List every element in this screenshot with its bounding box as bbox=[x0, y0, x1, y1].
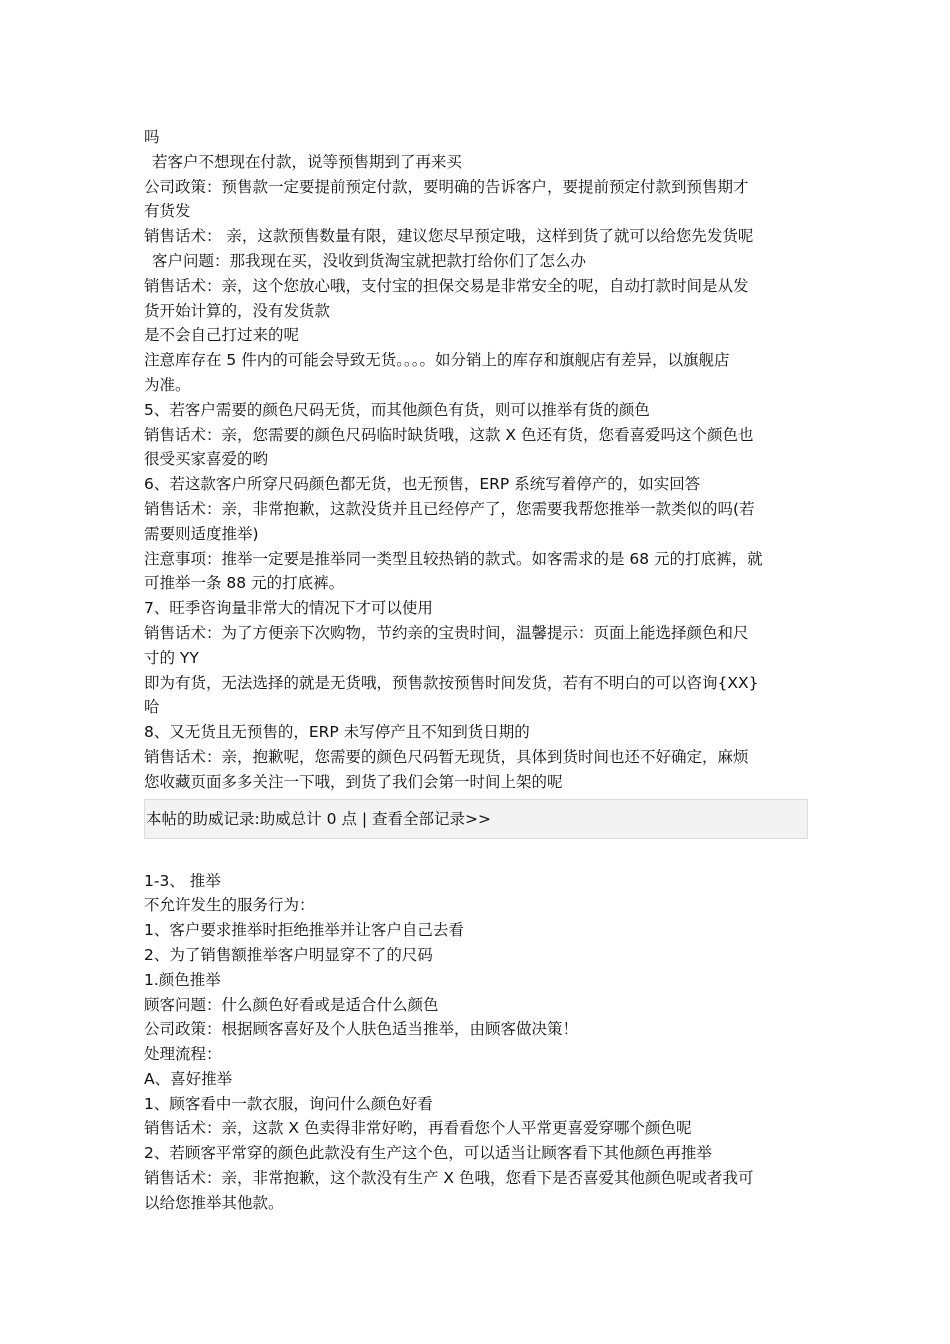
text-line: 2、为了销售额推举客户明显穿不了的尺码 bbox=[144, 945, 433, 964]
text-line: 货开始计算的，没有发货款 bbox=[144, 301, 331, 320]
text-line: 销售话术：亲，非常抱歉，这款没货并且已经停产了，您需要我帮您推举一款类似的吗(若 bbox=[144, 499, 755, 518]
text-line: 吗 bbox=[144, 128, 160, 146]
text-line: 不允许发生的服务行为： bbox=[144, 896, 315, 915]
text-line: 销售话术：为了方便亲下次购物，节约亲的宝贵时间，温馨提示：页面上能选择颜色和尺 bbox=[144, 623, 749, 642]
text-line: 1.颜色推举 bbox=[144, 970, 221, 989]
section-heading: 1-3、 推举 bbox=[144, 871, 221, 890]
text-line: 注意事项：推举一定要是推举同一类型且较热销的款式。如客需求的是 68 元的打底裤，就 bbox=[144, 549, 763, 568]
section-presale bbox=[144, 125, 808, 795]
text-line: 注意库存在 5 件内的可能会导致无货。。。。如分销上的库存和旗舰店有差异，以旗舰店 bbox=[144, 351, 730, 370]
text-line: 您收藏页面多多关注一下哦，到货了我们会第一时间上架的呢 bbox=[144, 772, 563, 791]
text-line: 若客户不想现在付款，说等预售期到了再来买 bbox=[152, 152, 463, 171]
view-all-records-link[interactable]: 查看全部记录>> bbox=[372, 809, 491, 828]
text-line: 5、若客户需要的颜色尺码无货，而其他颜色有货，则可以推举有货的颜色 bbox=[144, 400, 650, 419]
text-line: 哈 bbox=[144, 698, 160, 717]
text-line: 公司政策：预售款一定要提前预定付款，要明确的告诉客户，要提前预定付款到预售期才 bbox=[144, 177, 749, 196]
text-line: 1、客户要求推举时拒绝推举并让客户自己去看 bbox=[144, 921, 464, 940]
text-line: 1、顾客看中一款衣服，询问什么颜色好看 bbox=[144, 1094, 433, 1113]
text-line: 销售话术：亲，抱歉呢，您需要的颜色尺码暂无现货，具体到货时间也还不好确定，麻烦 bbox=[144, 747, 749, 766]
text-line: 需要则适度推举) bbox=[144, 524, 259, 543]
text-line: 客户问题：那我现在买，没收到货淘宝就把款打给你们了怎么办 bbox=[152, 251, 587, 270]
text-line: 销售话术：亲，这款 X 色卖得非常好哟，再看看您个人平常更喜爱穿哪个颜色呢 bbox=[144, 1119, 692, 1138]
document-page bbox=[144, 125, 808, 1216]
text-line: 公司政策：根据顾客喜好及个人肤色适当推举，由顾客做决策！ bbox=[144, 1020, 579, 1039]
text-line: 即为有货，无法选择的就是无货哦，预售款按预售时间发货，若有不明白的可以咨询{XX} bbox=[144, 673, 759, 692]
text-line: 可推举一条 88 元的打底裤。 bbox=[144, 574, 345, 593]
text-line: 销售话术：亲，非常抱歉，这个款没有生产 X 色哦，您看下是否喜爱其他颜色呢或者我可 bbox=[144, 1169, 754, 1188]
text-line: 2、若顾客平常穿的颜色此款没有生产这个色，可以适当让顾客看下其他颜色再推举 bbox=[144, 1144, 712, 1163]
text-line: A、喜好推举 bbox=[144, 1069, 233, 1088]
support-record-bar bbox=[144, 799, 808, 839]
text-line: 6、若这款客户所穿尺码颜色都无货，也无预售，ERP 系统写着停产的，如实回答 bbox=[144, 475, 701, 494]
text-line: 销售话术： 亲，这款预售数量有限，建议您尽早预定哦，这样到货了就可以给您先发货呢 bbox=[144, 227, 754, 246]
section-recommend bbox=[144, 869, 808, 1216]
text-line: 以给您推举其他款。 bbox=[144, 1193, 284, 1212]
text-line: 8、又无货且无预售的，ERP 未写停产且不知到货日期的 bbox=[144, 723, 530, 742]
text-line: 销售话术：亲，您需要的颜色尺码临时缺货哦，这款 X 色还有货，您看喜爱吗这个颜色也 bbox=[144, 425, 754, 444]
text-line: 7、旺季咨询量非常大的情况下才可以使用 bbox=[144, 599, 433, 618]
text-line: 是不会自己打过来的呢 bbox=[144, 326, 300, 345]
support-record-label: 本帖的助威记录:助威总计 0 点 | bbox=[146, 809, 373, 828]
text-line: 有货发 bbox=[144, 202, 191, 221]
text-line: 寸的 YY bbox=[144, 648, 199, 667]
text-line: 销售话术：亲，这个您放心哦，支付宝的担保交易是非常安全的呢，自动打款时间是从发 bbox=[144, 276, 749, 295]
text-line: 处理流程： bbox=[144, 1045, 222, 1064]
text-line: 顾客问题：什么颜色好看或是适合什么颜色 bbox=[144, 995, 439, 1014]
text-line: 很受买家喜爱的哟 bbox=[144, 450, 269, 469]
text-line: 为准。 bbox=[144, 375, 191, 394]
